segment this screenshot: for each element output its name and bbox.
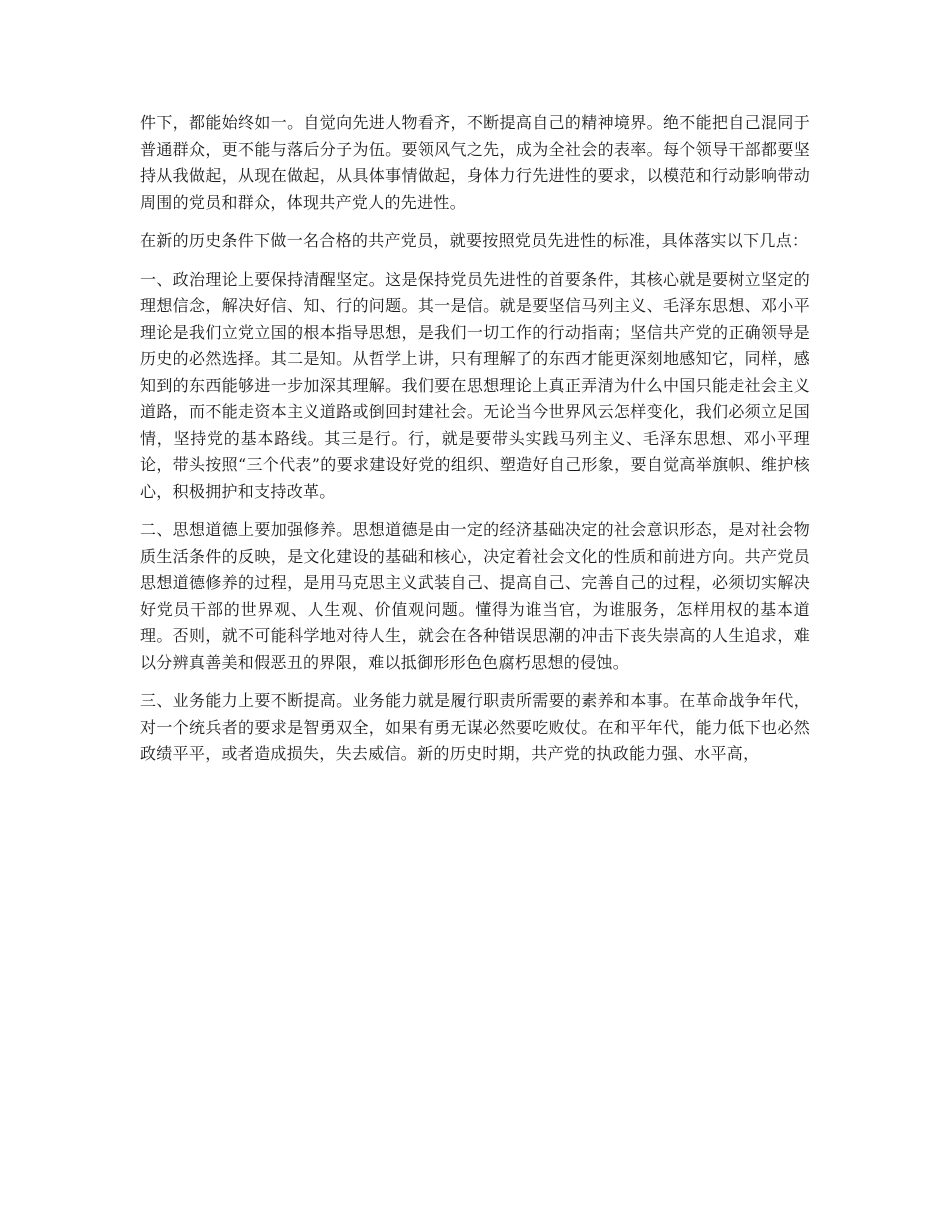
paragraph-point-three: 三、业务能力上要不断提高。业务能力就是履行职责所需要的素养和本事。在革命战争年代，对一个统兵者的要求是智勇双全，如果有勇无谋必然要吃败仗。在和平年代，能力低下也必然政绩平平，或者造成损失，失去威信。新的历史时期，共产党的执政能力强、水平高， [140,691,810,763]
paragraph-continuation: 件下，都能始终如一。自觉向先进人物看齐，不断提高自己的精神境界。绝不能把自己混同于普通群众，更不能与落后分子为伍。要领风气之先，成为全社会的表率。每个领导干部都要坚持从我做起，从现在做起，从具体事情做起，身体力行先进性的要求，以模范和行动影响带动周围的党员和群众，体现共产党人的先进性。 [140,113,810,212]
paragraph-intro: 在新的历史条件下做一名合格的共产党员，就要按照党员先进性的标准，具体落实以下几点： [140,231,809,250]
paragraph-point-one: 一、政治理论上要保持清醒坚定。这是保持党员先进性的首要条件，其核心就是要树立坚定的理想信念，解决好信、知、行的问题。其一是信。就是要坚信马列主义、毛泽东思想、邓小平理论是我们立党立国的根本指导思想，是我们一切工作的行动指南；坚信共产党的正确领导是历史的必然选择。其二是知。从哲学上讲，只有理解了的东西才能更深刻地感知它，同样，感知到的东西能够进一步加深其理解。我们要在思想理论上真正弄清为什么中国只能走社会主义道路，而不能走资本主义道路或倒回封建社会。无论当今世界风云怎样变化，我们必须立足国情，坚持党的基本路线。其三是行。行，就是要带头实践马列主义、毛泽东思想、邓小平理论，带头按照“三个代表”的要求建设好党的组织、塑造好自己形象，要自觉高举旗帜、维护核心，积极拥护和支持改革。 [140,269,810,501]
document-page [140,110,810,780]
paragraph-point-two: 二、思想道德上要加强修养。思想道德是由一定的经济基础决定的社会意识形态，是对社会物质生活条件的反映，是文化建设的基础和核心，决定着社会文化的性质和前进方向。共产党员思想道德修养的过程，是用马克思主义武装自己、提高自己、完善自己的过程，必须切实解决好党员干部的世界观、人生观、价值观问题。懂得为谁当官，为谁服务，怎样用权的基本道理。否则，就不可能科学地对待人生，就会在各种错误思潮的冲击下丧失崇高的人生追求，难以分辨真善美和假恶丑的界限，难以抵御形形色色腐朽思想的侵蚀。 [140,520,810,672]
